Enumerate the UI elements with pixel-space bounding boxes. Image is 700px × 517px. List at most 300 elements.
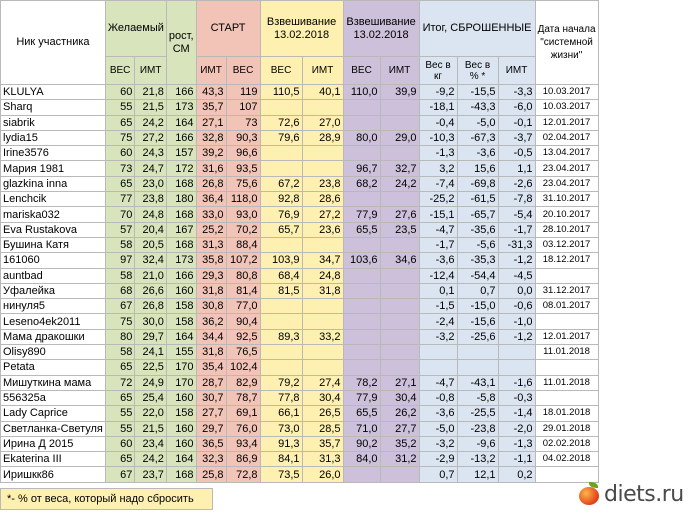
value-cell[interactable]: -61,5: [457, 192, 498, 207]
subheader-ves[interactable]: ВЕС: [105, 57, 135, 85]
value-cell[interactable]: 23,7: [135, 467, 167, 482]
value-cell[interactable]: [380, 329, 419, 344]
value-cell[interactable]: 25,2: [196, 222, 226, 237]
participant-name-cell[interactable]: Sharq: [1, 100, 106, 115]
start-date-cell[interactable]: 13.04.2017: [535, 146, 598, 161]
participant-name-cell[interactable]: Olisy890: [1, 345, 106, 360]
value-cell[interactable]: [380, 100, 419, 115]
value-cell[interactable]: [380, 192, 419, 207]
header-weigh1[interactable]: Взвешивание 13.02.2018: [260, 1, 343, 57]
value-cell[interactable]: 23,8: [302, 176, 343, 191]
value-cell[interactable]: 68: [105, 283, 135, 298]
value-cell[interactable]: 32,7: [380, 161, 419, 176]
value-cell[interactable]: -25,6: [457, 329, 498, 344]
value-cell[interactable]: 27,2: [302, 207, 343, 222]
value-cell[interactable]: 23,0: [135, 176, 167, 191]
value-cell[interactable]: [380, 345, 419, 360]
value-cell[interactable]: -4,5: [498, 268, 535, 283]
value-cell[interactable]: 158: [166, 406, 196, 421]
value-cell[interactable]: 15,6: [457, 161, 498, 176]
start-date-cell[interactable]: 31.10.2017: [535, 192, 598, 207]
value-cell[interactable]: 31,2: [380, 452, 419, 467]
value-cell[interactable]: [380, 115, 419, 130]
value-cell[interactable]: -0,8: [419, 390, 457, 405]
value-cell[interactable]: 71,0: [343, 421, 380, 436]
value-cell[interactable]: 31,6: [196, 161, 226, 176]
value-cell[interactable]: 28,6: [302, 192, 343, 207]
value-cell[interactable]: 168: [166, 467, 196, 482]
value-cell[interactable]: -3,6: [419, 406, 457, 421]
value-cell[interactable]: 29,7: [196, 421, 226, 436]
value-cell[interactable]: 24,8: [135, 207, 167, 222]
value-cell[interactable]: -15,5: [457, 85, 498, 100]
value-cell[interactable]: 68,4: [260, 268, 302, 283]
value-cell[interactable]: 73,5: [260, 467, 302, 482]
value-cell[interactable]: -25,5: [457, 406, 498, 421]
value-cell[interactable]: [343, 268, 380, 283]
value-cell[interactable]: 103,9: [260, 253, 302, 268]
subheader-ves[interactable]: ВЕС: [260, 57, 302, 85]
start-date-cell[interactable]: 11.01.2018: [535, 375, 598, 390]
value-cell[interactable]: 25,4: [135, 390, 167, 405]
participant-name-cell[interactable]: Иришкк86: [1, 467, 106, 482]
value-cell[interactable]: 73: [105, 161, 135, 176]
participant-name-cell[interactable]: KLULYA: [1, 85, 106, 100]
value-cell[interactable]: 96,7: [343, 161, 380, 176]
start-date-cell[interactable]: [535, 390, 598, 405]
subheader-imt[interactable]: ИМТ: [498, 57, 535, 85]
value-cell[interactable]: -9,6: [457, 436, 498, 451]
header-nick[interactable]: Ник участника: [1, 1, 106, 85]
value-cell[interactable]: 77,9: [343, 390, 380, 405]
value-cell[interactable]: 65: [105, 390, 135, 405]
value-cell[interactable]: -3,6: [457, 146, 498, 161]
value-cell[interactable]: -0,5: [498, 146, 535, 161]
value-cell[interactable]: -0,1: [498, 115, 535, 130]
value-cell[interactable]: -1,4: [498, 406, 535, 421]
value-cell[interactable]: 65,5: [343, 406, 380, 421]
value-cell[interactable]: -1,3: [419, 146, 457, 161]
value-cell[interactable]: -10,3: [419, 130, 457, 145]
value-cell[interactable]: [419, 345, 457, 360]
value-cell[interactable]: [260, 100, 302, 115]
value-cell[interactable]: 27,7: [196, 406, 226, 421]
value-cell[interactable]: 23,5: [380, 222, 419, 237]
value-cell[interactable]: [260, 237, 302, 252]
value-cell[interactable]: 30,0: [135, 314, 167, 329]
value-cell[interactable]: 21,5: [135, 421, 167, 436]
value-cell[interactable]: 32,3: [196, 452, 226, 467]
value-cell[interactable]: 58: [105, 268, 135, 283]
value-cell[interactable]: -67,3: [457, 130, 498, 145]
value-cell[interactable]: 88,4: [226, 237, 260, 252]
value-cell[interactable]: -54,4: [457, 268, 498, 283]
value-cell[interactable]: 29,0: [380, 130, 419, 145]
participant-name-cell[interactable]: Ekaterina III: [1, 452, 106, 467]
value-cell[interactable]: 103,6: [343, 253, 380, 268]
value-cell[interactable]: [343, 283, 380, 298]
value-cell[interactable]: -1,1: [498, 452, 535, 467]
value-cell[interactable]: -3,2: [419, 329, 457, 344]
value-cell[interactable]: 158: [166, 299, 196, 314]
value-cell[interactable]: 58: [105, 237, 135, 252]
value-cell[interactable]: 31,8: [302, 283, 343, 298]
value-cell[interactable]: 26,6: [135, 283, 167, 298]
value-cell[interactable]: 26,8: [135, 299, 167, 314]
value-cell[interactable]: [302, 299, 343, 314]
value-cell[interactable]: -15,0: [457, 299, 498, 314]
value-cell[interactable]: 25,8: [196, 467, 226, 482]
start-date-cell[interactable]: 18.01.2018: [535, 406, 598, 421]
start-date-cell[interactable]: 18.12.2017: [535, 253, 598, 268]
value-cell[interactable]: [302, 345, 343, 360]
value-cell[interactable]: -2,4: [419, 314, 457, 329]
value-cell[interactable]: 65,5: [343, 222, 380, 237]
value-cell[interactable]: 1,1: [498, 161, 535, 176]
value-cell[interactable]: -2,9: [419, 452, 457, 467]
value-cell[interactable]: [260, 345, 302, 360]
value-cell[interactable]: 75: [105, 314, 135, 329]
value-cell[interactable]: -35,3: [457, 253, 498, 268]
value-cell[interactable]: -6,0: [498, 100, 535, 115]
value-cell[interactable]: -4,7: [419, 375, 457, 390]
value-cell[interactable]: 65: [105, 115, 135, 130]
value-cell[interactable]: 24,8: [302, 268, 343, 283]
footnote-cell[interactable]: *- % от веса, который надо сбросить: [0, 488, 213, 510]
value-cell[interactable]: -43,3: [457, 100, 498, 115]
value-cell[interactable]: 78,7: [226, 390, 260, 405]
value-cell[interactable]: 36,4: [196, 192, 226, 207]
value-cell[interactable]: -13,2: [457, 452, 498, 467]
value-cell[interactable]: 39,2: [196, 146, 226, 161]
value-cell[interactable]: 27,7: [380, 421, 419, 436]
value-cell[interactable]: [380, 283, 419, 298]
value-cell[interactable]: -1,7: [419, 237, 457, 252]
value-cell[interactable]: 27,1: [380, 375, 419, 390]
value-cell[interactable]: [380, 314, 419, 329]
value-cell[interactable]: 30,7: [196, 390, 226, 405]
subheader-imt[interactable]: ИМТ: [302, 57, 343, 85]
participant-name-cell[interactable]: Eva Rustakova: [1, 222, 106, 237]
value-cell[interactable]: 23,4: [135, 436, 167, 451]
value-cell[interactable]: 40,1: [302, 85, 343, 100]
start-date-cell[interactable]: [535, 360, 598, 375]
value-cell[interactable]: 75: [105, 130, 135, 145]
value-cell[interactable]: 166: [166, 130, 196, 145]
value-cell[interactable]: 60: [105, 436, 135, 451]
value-cell[interactable]: [343, 299, 380, 314]
value-cell[interactable]: [343, 314, 380, 329]
value-cell[interactable]: 30,4: [302, 390, 343, 405]
value-cell[interactable]: -7,4: [419, 176, 457, 191]
value-cell[interactable]: [343, 100, 380, 115]
value-cell[interactable]: 34,4: [196, 329, 226, 344]
value-cell[interactable]: 93,0: [226, 207, 260, 222]
value-cell[interactable]: 91,3: [260, 436, 302, 451]
value-cell[interactable]: 160: [166, 436, 196, 451]
value-cell[interactable]: 26,0: [302, 467, 343, 482]
value-cell[interactable]: [343, 146, 380, 161]
value-cell[interactable]: 82,9: [226, 375, 260, 390]
value-cell[interactable]: 75,6: [226, 176, 260, 191]
participant-name-cell[interactable]: Уфалейка: [1, 283, 106, 298]
start-date-cell[interactable]: 12.01.2017: [535, 329, 598, 344]
value-cell[interactable]: 86,9: [226, 452, 260, 467]
value-cell[interactable]: 72: [105, 375, 135, 390]
value-cell[interactable]: 27,0: [302, 115, 343, 130]
value-cell[interactable]: 60: [105, 85, 135, 100]
value-cell[interactable]: 23,8: [135, 192, 167, 207]
value-cell[interactable]: 155: [166, 345, 196, 360]
value-cell[interactable]: 26,5: [302, 406, 343, 421]
value-cell[interactable]: -3,2: [419, 436, 457, 451]
value-cell[interactable]: 81,5: [260, 283, 302, 298]
value-cell[interactable]: 31,3: [196, 237, 226, 252]
start-date-cell[interactable]: 04.02.2018: [535, 452, 598, 467]
participant-name-cell[interactable]: Petata: [1, 360, 106, 375]
value-cell[interactable]: 172: [166, 161, 196, 176]
value-cell[interactable]: 43,3: [196, 85, 226, 100]
value-cell[interactable]: -18,1: [419, 100, 457, 115]
value-cell[interactable]: [380, 237, 419, 252]
value-cell[interactable]: [302, 100, 343, 115]
participant-name-cell[interactable]: нинуля5: [1, 299, 106, 314]
value-cell[interactable]: 72,8: [226, 467, 260, 482]
value-cell[interactable]: 24,2: [380, 176, 419, 191]
value-cell[interactable]: 79,6: [260, 130, 302, 145]
value-cell[interactable]: 32,8: [196, 130, 226, 145]
value-cell[interactable]: 65: [105, 176, 135, 191]
start-date-cell[interactable]: 29.01.2018: [535, 421, 598, 436]
value-cell[interactable]: 28,7: [196, 375, 226, 390]
value-cell[interactable]: 21,8: [135, 85, 167, 100]
value-cell[interactable]: 31,3: [302, 452, 343, 467]
value-cell[interactable]: -15,6: [457, 314, 498, 329]
value-cell[interactable]: [380, 360, 419, 375]
value-cell[interactable]: -1,5: [419, 299, 457, 314]
value-cell[interactable]: -12,4: [419, 268, 457, 283]
subheader-kg[interactable]: Вес в кг: [419, 57, 457, 85]
value-cell[interactable]: -23,8: [457, 421, 498, 436]
value-cell[interactable]: 107,2: [226, 253, 260, 268]
value-cell[interactable]: -2,0: [498, 421, 535, 436]
value-cell[interactable]: 157: [166, 146, 196, 161]
value-cell[interactable]: 80: [105, 329, 135, 344]
participant-name-cell[interactable]: Мама дракошки: [1, 329, 106, 344]
value-cell[interactable]: 168: [166, 237, 196, 252]
participant-name-cell[interactable]: Lenchcik: [1, 192, 106, 207]
value-cell[interactable]: 36,2: [196, 314, 226, 329]
value-cell[interactable]: -0,6: [498, 299, 535, 314]
value-cell[interactable]: [380, 467, 419, 482]
value-cell[interactable]: -5,6: [457, 237, 498, 252]
value-cell[interactable]: 36,5: [196, 436, 226, 451]
value-cell[interactable]: 110,5: [260, 85, 302, 100]
value-cell[interactable]: -69,8: [457, 176, 498, 191]
value-cell[interactable]: 31,8: [196, 345, 226, 360]
value-cell[interactable]: -65,7: [457, 207, 498, 222]
value-cell[interactable]: 22,0: [135, 406, 167, 421]
value-cell[interactable]: 92,8: [260, 192, 302, 207]
value-cell[interactable]: -0,4: [419, 115, 457, 130]
subheader-imt[interactable]: ИМТ: [196, 57, 226, 85]
value-cell[interactable]: 84,0: [343, 452, 380, 467]
value-cell[interactable]: 168: [166, 207, 196, 222]
value-cell[interactable]: 77,9: [343, 207, 380, 222]
value-cell[interactable]: -5,8: [457, 390, 498, 405]
value-cell[interactable]: 67,2: [260, 176, 302, 191]
value-cell[interactable]: 170: [166, 360, 196, 375]
value-cell[interactable]: 180: [166, 192, 196, 207]
value-cell[interactable]: 72,6: [260, 115, 302, 130]
value-cell[interactable]: -1,2: [498, 253, 535, 268]
value-cell[interactable]: -5,4: [498, 207, 535, 222]
value-cell[interactable]: 70: [105, 207, 135, 222]
value-cell[interactable]: [260, 360, 302, 375]
value-cell[interactable]: [457, 360, 498, 375]
value-cell[interactable]: [343, 467, 380, 482]
value-cell[interactable]: [260, 146, 302, 161]
value-cell[interactable]: 69,1: [226, 406, 260, 421]
start-date-cell[interactable]: 02.02.2018: [535, 436, 598, 451]
value-cell[interactable]: 24,1: [135, 345, 167, 360]
value-cell[interactable]: [380, 146, 419, 161]
start-date-cell[interactable]: 23.04.2017: [535, 176, 598, 191]
value-cell[interactable]: 26,8: [196, 176, 226, 191]
value-cell[interactable]: 164: [166, 452, 196, 467]
value-cell[interactable]: 67: [105, 467, 135, 482]
value-cell[interactable]: 35,8: [196, 253, 226, 268]
value-cell[interactable]: 35,2: [380, 436, 419, 451]
value-cell[interactable]: 79,2: [260, 375, 302, 390]
value-cell[interactable]: 68,2: [343, 176, 380, 191]
value-cell[interactable]: 30,8: [196, 299, 226, 314]
value-cell[interactable]: 55: [105, 100, 135, 115]
value-cell[interactable]: 90,3: [226, 130, 260, 145]
value-cell[interactable]: -7,8: [498, 192, 535, 207]
value-cell[interactable]: 110,0: [343, 85, 380, 100]
value-cell[interactable]: 31,8: [196, 283, 226, 298]
value-cell[interactable]: 80,8: [226, 268, 260, 283]
participant-name-cell[interactable]: Irine3576: [1, 146, 106, 161]
value-cell[interactable]: 20,5: [135, 237, 167, 252]
value-cell[interactable]: [260, 314, 302, 329]
start-date-cell[interactable]: 28.10.2017: [535, 222, 598, 237]
participant-name-cell[interactable]: Leseno4ek2011: [1, 314, 106, 329]
value-cell[interactable]: 23,6: [302, 222, 343, 237]
value-cell[interactable]: [302, 360, 343, 375]
value-cell[interactable]: 102,4: [226, 360, 260, 375]
value-cell[interactable]: [380, 299, 419, 314]
value-cell[interactable]: 26,2: [380, 406, 419, 421]
value-cell[interactable]: -43,1: [457, 375, 498, 390]
value-cell[interactable]: [343, 192, 380, 207]
start-date-cell[interactable]: 20.10.2017: [535, 207, 598, 222]
value-cell[interactable]: 33,0: [196, 207, 226, 222]
participant-name-cell[interactable]: Мария 1981: [1, 161, 106, 176]
value-cell[interactable]: 170: [166, 375, 196, 390]
value-cell[interactable]: 77,8: [260, 390, 302, 405]
value-cell[interactable]: -1,6: [498, 375, 535, 390]
value-cell[interactable]: 97: [105, 253, 135, 268]
value-cell[interactable]: 166: [166, 268, 196, 283]
value-cell[interactable]: -3,7: [498, 130, 535, 145]
value-cell[interactable]: 65: [105, 360, 135, 375]
value-cell[interactable]: -2,6: [498, 176, 535, 191]
value-cell[interactable]: 0,7: [419, 467, 457, 482]
value-cell[interactable]: 24,2: [135, 115, 167, 130]
value-cell[interactable]: 22,5: [135, 360, 167, 375]
value-cell[interactable]: 92,5: [226, 329, 260, 344]
subheader-pct[interactable]: Вес в % *: [457, 57, 498, 85]
value-cell[interactable]: 90,2: [343, 436, 380, 451]
value-cell[interactable]: -1,2: [498, 329, 535, 344]
value-cell[interactable]: 80,0: [343, 130, 380, 145]
value-cell[interactable]: 160: [166, 421, 196, 436]
participant-name-cell[interactable]: auntbad: [1, 268, 106, 283]
participant-name-cell[interactable]: 556325a: [1, 390, 106, 405]
value-cell[interactable]: 160: [166, 390, 196, 405]
value-cell[interactable]: [498, 360, 535, 375]
value-cell[interactable]: [343, 237, 380, 252]
value-cell[interactable]: 24,7: [135, 161, 167, 176]
value-cell[interactable]: 66,1: [260, 406, 302, 421]
value-cell[interactable]: 0,1: [419, 283, 457, 298]
value-cell[interactable]: 55: [105, 406, 135, 421]
participant-name-cell[interactable]: lydia15: [1, 130, 106, 145]
value-cell[interactable]: -3,3: [498, 85, 535, 100]
start-date-cell[interactable]: 10.03.2017: [535, 85, 598, 100]
value-cell[interactable]: 160: [166, 283, 196, 298]
value-cell[interactable]: -1,7: [498, 222, 535, 237]
value-cell[interactable]: 21,5: [135, 100, 167, 115]
value-cell[interactable]: [302, 146, 343, 161]
value-cell[interactable]: 12,1: [457, 467, 498, 482]
value-cell[interactable]: 24,3: [135, 146, 167, 161]
value-cell[interactable]: -1,3: [498, 436, 535, 451]
value-cell[interactable]: 27,4: [302, 375, 343, 390]
subheader-imt[interactable]: ИМТ: [380, 57, 419, 85]
value-cell[interactable]: 93,4: [226, 436, 260, 451]
value-cell[interactable]: [260, 299, 302, 314]
value-cell[interactable]: 167: [166, 222, 196, 237]
value-cell[interactable]: 34,7: [302, 253, 343, 268]
value-cell[interactable]: 164: [166, 329, 196, 344]
value-cell[interactable]: [302, 161, 343, 176]
header-desired[interactable]: Желаемый: [105, 1, 166, 57]
value-cell[interactable]: 0,0: [498, 283, 535, 298]
subheader-imt[interactable]: ИМТ: [135, 57, 167, 85]
value-cell[interactable]: -3,6: [419, 253, 457, 268]
value-cell[interactable]: 107: [226, 100, 260, 115]
value-cell[interactable]: 55: [105, 421, 135, 436]
subheader-ves[interactable]: ВЕС: [343, 57, 380, 85]
start-date-cell[interactable]: 12.01.2017: [535, 115, 598, 130]
value-cell[interactable]: [302, 314, 343, 329]
start-date-cell[interactable]: 08.01.2017: [535, 299, 598, 314]
participant-name-cell[interactable]: 161060: [1, 253, 106, 268]
value-cell[interactable]: 89,3: [260, 329, 302, 344]
value-cell[interactable]: 3,2: [419, 161, 457, 176]
value-cell[interactable]: -31,3: [498, 237, 535, 252]
value-cell[interactable]: 70,2: [226, 222, 260, 237]
value-cell[interactable]: [419, 360, 457, 375]
header-weigh2[interactable]: Взвешивание 13.02.2018: [343, 1, 419, 57]
value-cell[interactable]: [380, 268, 419, 283]
value-cell[interactable]: -1,0: [498, 314, 535, 329]
header-startdate[interactable]: Дата начала "системной жизни": [535, 1, 598, 85]
value-cell[interactable]: 65,7: [260, 222, 302, 237]
